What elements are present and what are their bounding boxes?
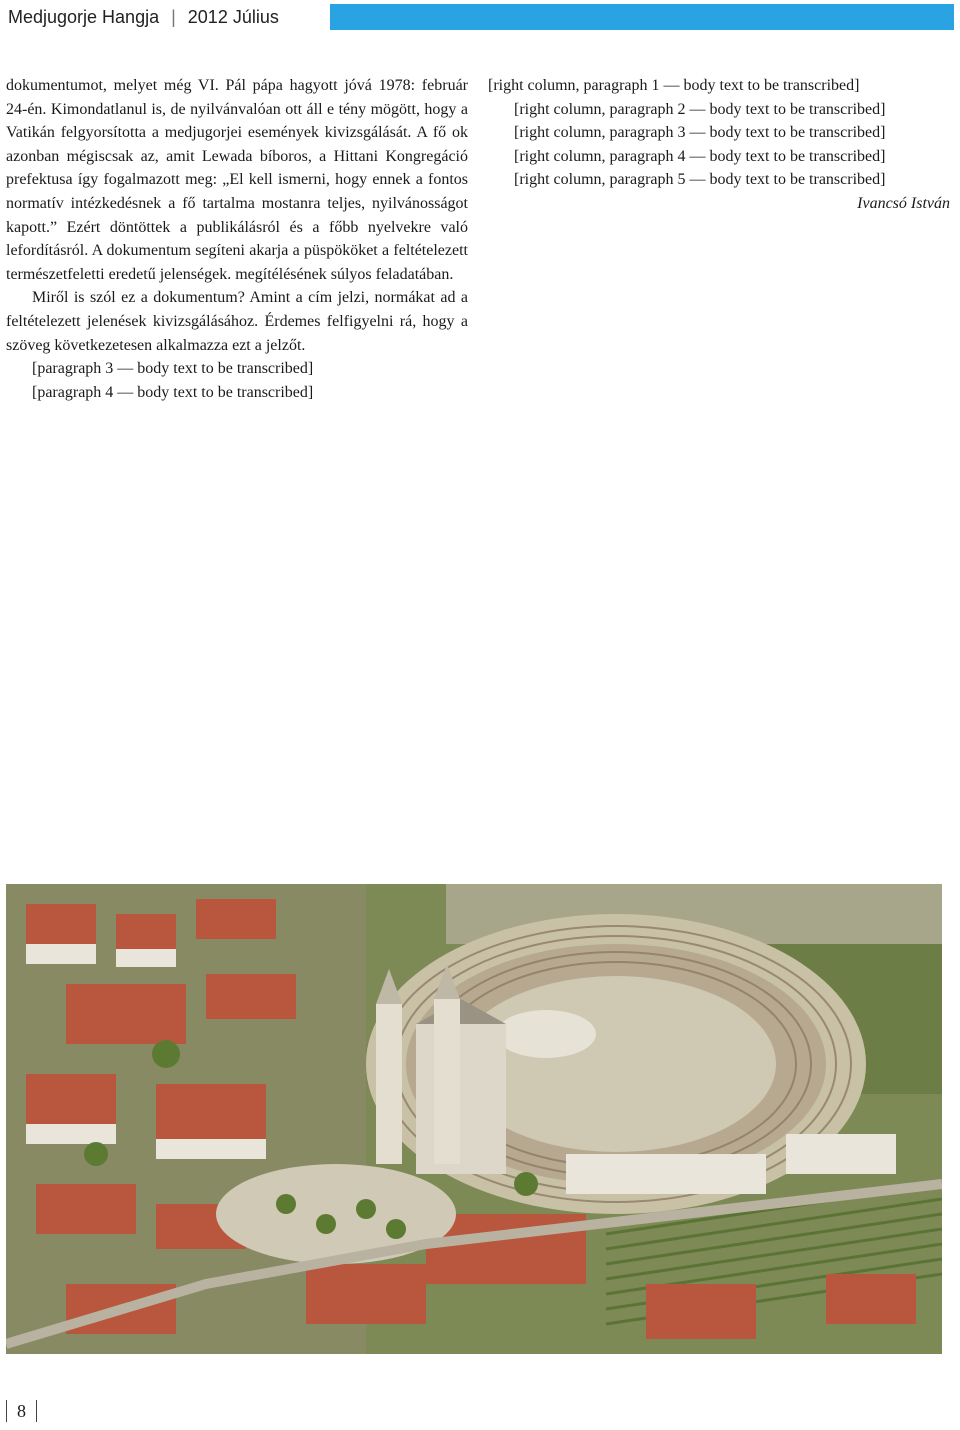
left-paragraph-1: dokumentumot, melyet még VI. Pál pápa hagyott jóvá 1978: február 24-én. Kimondatlanul is, de nyilvánvalóan ott áll e tény mögött, hogy a Vatikán felgyorsította a medjugorjei események kivizsgálását. A fő ok azonban mégiscsak az, amit Lewada bíboros, a Hittani Kongregáció prefektusa így fogalmazott meg: „El kell ismerni, hogy ennek a fontos normatív intézkedésnek a fő tartalma mostanra teljes, nyilvánosságot kapott.” Ezért döntöttek a publikálásról és a főbb nyelvekre való lefordításról. A dokumentum segíteni akarja a püspököket a feltételezett természetfeletti eredetű jelenségek. megítélésének súlyos feladatában. — [6, 77, 468, 283]
header-divider: | — [171, 6, 176, 27]
page-number: 8 — [17, 1400, 26, 1421]
aerial-photo — [6, 884, 942, 1354]
running-head — [0, 0, 279, 34]
page-footer — [6, 1396, 37, 1426]
right-column — [488, 74, 950, 864]
author-signature: Ivancsó István — [857, 194, 950, 212]
right-paragraph-4: [right column, paragraph 4 — body text to be transcribed] — [514, 147, 886, 165]
footer-divider-right — [36, 1400, 37, 1422]
page-header — [0, 0, 960, 34]
left-paragraph-4: [paragraph 4 — body text to be transcribed] — [32, 383, 314, 401]
right-paragraph-5 — [488, 168, 950, 212]
left-paragraph-2: Miről is szól ez a dokumentum? Amint a cím jelzi, normákat ad a feltételezett jelenések kivizsgálásához. Érdemes felfigyelni rá, hogy a szöveg következetesen alkalmazza ezt a jelzőt. — [6, 289, 468, 354]
right-paragraph-1: [right column, paragraph 1 — body text to be transcribed] — [488, 77, 860, 94]
right-paragraph-3: [right column, paragraph 3 — body text to be transcribed] — [514, 124, 886, 142]
article-body — [6, 74, 956, 864]
left-paragraph-3: [paragraph 3 — body text to be transcribed] — [32, 360, 314, 378]
right-paragraph-5-text: [right column, paragraph 5 — body text to be transcribed] — [514, 171, 886, 189]
magazine-title: Medjugorje Hangja — [8, 6, 160, 27]
left-column — [6, 74, 468, 864]
header-color-bar — [330, 4, 954, 30]
right-paragraph-2: [right column, paragraph 2 — body text to be transcribed] — [514, 100, 886, 118]
aerial-photo-illustration — [6, 884, 942, 1354]
issue-label: 2012 Július — [187, 6, 279, 27]
